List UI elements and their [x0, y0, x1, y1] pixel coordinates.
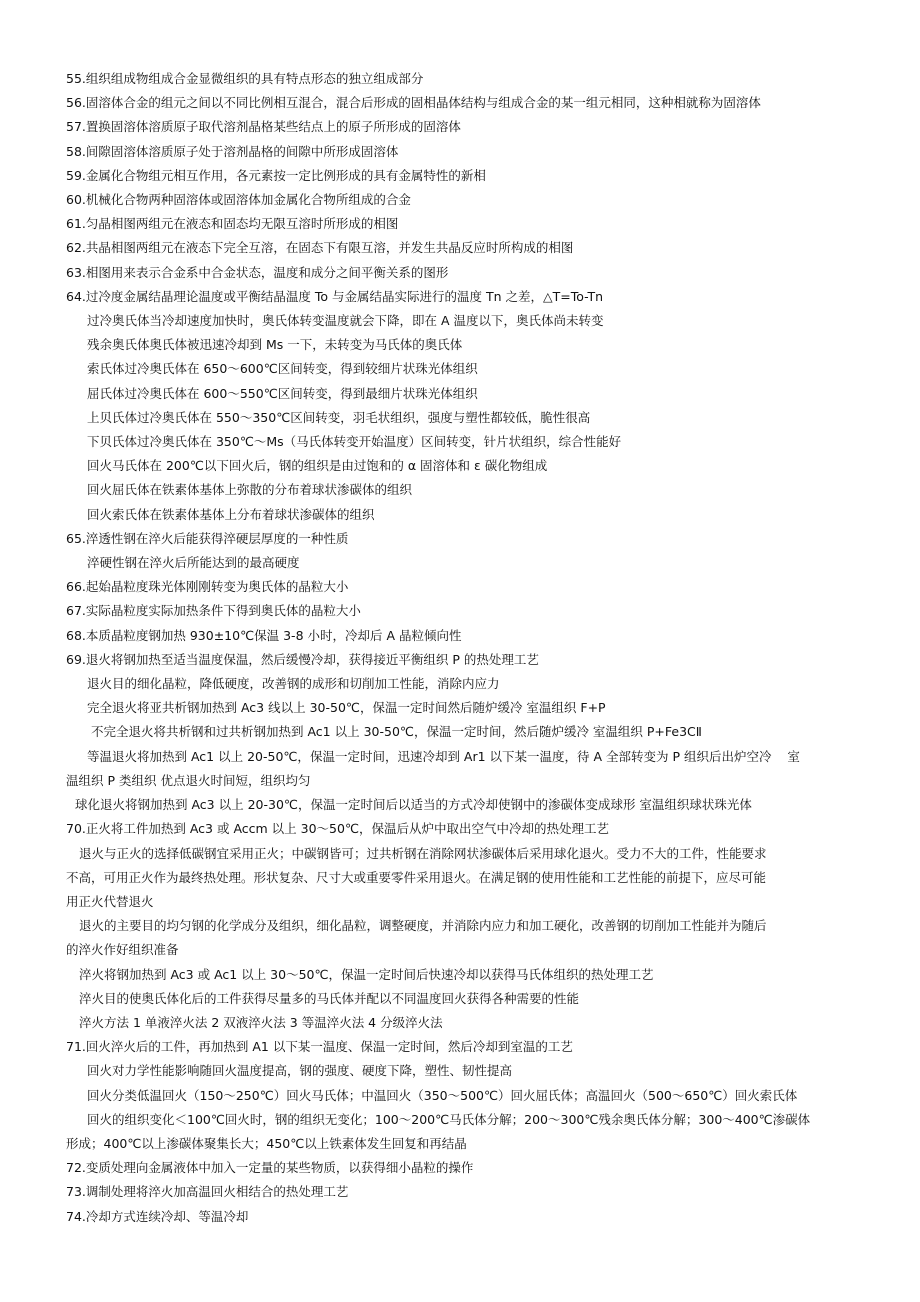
text-line: 等温退火将加热到 Ac1 以上 20-50℃，保温一定时间，迅速冷却到 Ar1 以下某一温度，待 A 全部转变为 P 组织后出炉空冷 室: [87, 748, 800, 764]
text-line: 过冷奥氏体当冷却速度加快时，奥氏体转变温度就会下降，即在 A 温度以下，奥氏体尚未转变: [87, 313, 604, 329]
text-line: 63.相图用来表示合金系中合金状态，温度和成分之间平衡关系的图形: [66, 264, 449, 280]
text-line: 不高，可用正火作为最终热处理。形状复杂、尺寸大或重要零件采用退火。在满足钢的使用性能和工艺性能的前提下，应尽可能: [66, 869, 767, 885]
text-line: 回火马氏体在 200℃以下回火后，钢的组织是由过饱和的 α 固溶体和 ε 碳化物组成: [87, 458, 548, 474]
text-line: 71.回火淬火后的工件，再加热到 A1 以下某一温度、保温一定时间，然后冷却到室温的工艺: [66, 1039, 573, 1055]
text-line: 64.过冷度金属结晶理论温度或平衡结晶温度 To 与金属结晶实际进行的温度 Tn 之差，△T=To-Tn: [66, 288, 604, 304]
text-line: 回火对力学性能影响随回火温度提高，钢的强度、硬度下降，塑性、韧性提高: [87, 1063, 513, 1079]
text-line: 60.机械化合物两种固溶体或固溶体加金属化合物所组成的合金: [66, 192, 411, 208]
text-line: 回火分类低温回火（150～250℃）回火马氏体；中温回火（350～500℃）回火屈氏体；高温回火（500～650℃）回火索氏体: [87, 1087, 798, 1103]
text-line: 球化退火将钢加热到 Ac3 以上 20-30℃，保温一定时间后以适当的方式冷却使钢中的渗碳体变成球形 室温组织球状珠光体: [75, 797, 752, 813]
text-line: 淬火方法 1 单液淬火法 2 双液淬火法 3 等温淬火法 4 分级淬火法: [79, 1014, 443, 1030]
text-line: 65.淬透性钢在淬火后能获得淬硬层厚度的一种性质: [66, 530, 349, 546]
text-line: 回火的组织变化＜100℃回火时，钢的组织无变化；100～200℃马氏体分解；200～300℃残余奥氏体分解；300～400℃渗碳体: [87, 1111, 811, 1127]
text-line: 淬硬性钢在淬火后所能达到的最高硬度: [87, 555, 300, 571]
text-line: 67.实际晶粒度实际加热条件下得到奥氏体的晶粒大小: [66, 603, 361, 619]
text-line: 退火的主要目的均匀钢的化学成分及组织，细化晶粒，调整硬度，并消除内应力和加工硬化，改善钢的切削加工性能并为随后: [79, 918, 767, 934]
text-line: 55.组织组成物组成合金显微组织的具有特点形态的独立组成部分: [66, 71, 424, 86]
text-line: 回火屈氏体在铁素体基体上弥散的分布着球状渗碳体的组织: [87, 482, 413, 498]
text-line: 70.正火将工件加热到 Ac3 或 Accm 以上 30～50℃，保温后从炉中取出空气中冷却的热处理工艺: [66, 821, 610, 837]
text-line: 温组织 P 类组织 优点退火时间短，组织均匀: [66, 772, 311, 788]
text-line: 57.置换固溶体溶质原子取代溶剂晶格某些结点上的原子所形成的固溶体: [66, 119, 461, 135]
text-line: 索氏体过冷奥氏体在 650～600℃区间转变，得到较细片状珠光体组织: [87, 361, 478, 377]
text-line: 上贝氏体过冷奥氏体在 550～350℃区间转变，羽毛状组织，强度与塑性都较低，脆性很高: [87, 409, 591, 425]
text-line: 的淬火作好组织准备: [66, 942, 179, 958]
text-line: 69.退火将钢加热至适当温度保温，然后缓慢冷却，获得接近平衡组织 P 的热处理工艺: [66, 651, 539, 667]
text-line: 屈氏体过冷奥氏体在 600～550℃区间转变，得到最细片状珠光体组织: [87, 385, 478, 401]
text-line: 淬火将钢加热到 Ac3 或 Ac1 以上 30～50℃，保温一定时间后快速冷却以获得马氏体组织的热处理工艺: [79, 966, 654, 982]
text-line: 66.起始晶粒度珠光体刚刚转变为奥氏体的晶粒大小: [66, 579, 349, 595]
text-line: 62.共晶相图两组元在液态下完全互溶，在固态下有限互溶，并发生共晶反应时所构成的相图: [66, 240, 574, 256]
text-line: 72.变质处理向金属液体中加入一定量的某些物质，以获得细小晶粒的操作: [66, 1160, 474, 1176]
text-line: 59.金属化合物组元相互作用，各元素按一定比例形成的具有金属特性的新相: [66, 167, 486, 183]
document-body: [66, 67, 866, 1229]
text-line: 形成；400℃以上渗碳体聚集长大；450℃以上铁素体发生回复和再结晶: [66, 1135, 467, 1151]
text-line: 残余奥氏体奥氏体被迅速冷却到 Ms 一下，未转变为马氏体的奥氏体: [87, 337, 463, 353]
text-line: 下贝氏体过冷奥氏体在 350℃～Ms（马氏体转变开始温度）区间转变，针片状组织，综合性能好: [87, 434, 622, 450]
text-line: 退火目的细化晶粒，降低硬度，改善钢的成形和切削加工性能，消除内应力: [87, 676, 500, 692]
text-line: 回火索氏体在铁素体基体上分布着球状渗碳体的组织: [87, 506, 375, 522]
text-line: 68.本质晶粒度钢加热 930±10℃保温 3-8 小时，冷却后 A 晶粒倾向性: [66, 627, 462, 643]
text-line: 74.冷却方式连续冷却、等温冷却: [66, 1208, 249, 1224]
text-line: 56.固溶体合金的组元之间以不同比例相互混合，混合后形成的固相晶体结构与组成合金的某一组元相同，这种相就称为固溶体: [66, 95, 761, 111]
text-line: 用正火代替退火: [66, 893, 154, 909]
text-line: 退火与正火的选择低碳钢宜采用正火；中碳钢皆可；过共析钢在消除网状渗碳体后采用球化退火。受力不大的工件，性能要求: [79, 845, 767, 861]
text-line: 58.间隙固溶体溶质原子处于溶剂晶格的间隙中所形成固溶体: [66, 143, 399, 159]
text-line: 73.调制处理将淬火加高温回火相结合的热处理工艺: [66, 1184, 349, 1200]
text-line: 完全退火将亚共析钢加热到 Ac3 线以上 30-50℃，保温一定时间然后随炉缓冷 室温组织 F+P: [87, 700, 606, 716]
text-line: 淬火目的使奥氏体化后的工件获得尽量多的马氏体并配以不同温度回火获得各种需要的性能: [79, 990, 580, 1006]
text-line: 61.匀晶相图两组元在液态和固态均无限互溶时所形成的相图: [66, 216, 399, 232]
text-line: 不完全退火将共析钢和过共析钢加热到 Ac1 以上 30-50℃，保温一定时间，然后随炉缓冷 室温组织 P+Fe3CⅡ: [91, 724, 702, 740]
